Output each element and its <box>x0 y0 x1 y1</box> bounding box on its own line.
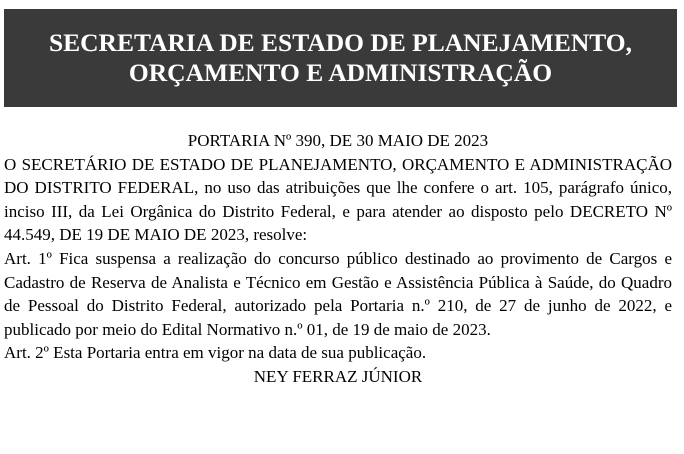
portaria-body <box>4 129 672 389</box>
preamble-paragraph: O SECRETÁRIO DE ESTADO DE PLANEJAMENTO, ORÇAMENTO E ADMINISTRAÇÃO DO DISTRITO FEDERAL, no uso das atribuições que lhe confere o art. 105, parágrafo único, inciso III, da Lei Orgânica do Distrito Federal, e para atender ao disposto pelo DECRETO Nº 44.549, DE 19 DE MAIO DE 2023, resolve: <box>4 154 672 245</box>
agency-name-line-2: ORÇAMENTO E ADMINISTRAÇÃO <box>128 58 553 87</box>
article-1-paragraph: Art. 1º Fica suspensa a realização do concurso público destinado ao provimento de Cargos e Cadastro de Reserva de Analista e Técnico em Gestão e Assistência Pública à Saúde, do Quadro de Pessoal do Distrito Federal, autorizado pela Portaria n.º 210, de 27 de junho de 2022, e publicado por meio do Edital Normativo n.º 01, de 19 de maio de 2023. <box>4 248 672 339</box>
signatory-name: NEY FERRAZ JÚNIOR <box>253 366 423 386</box>
article-2-paragraph: Art. 2º Esta Portaria entra em vigor na data de sua publicação. <box>4 343 427 363</box>
portaria-title: PORTARIA Nº 390, DE 30 MAIO DE 2023 <box>187 131 489 150</box>
agency-name-line-1: SECRETARIA DE ESTADO DE PLANEJAMENTO, <box>48 28 633 57</box>
agency-header-banner <box>4 9 677 107</box>
